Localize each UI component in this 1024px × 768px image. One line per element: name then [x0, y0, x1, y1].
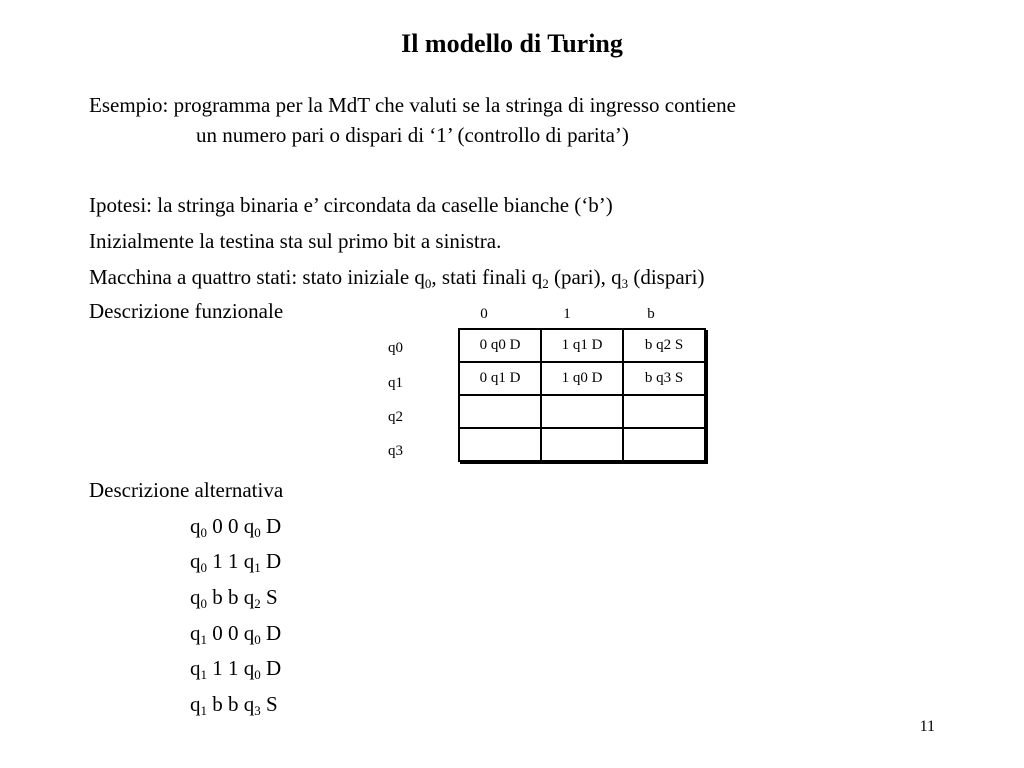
hypothesis-text: Ipotesi: la stringa binaria e’ circondata da caselle bianche (‘b’) — [89, 193, 613, 217]
table-cell: 0 q0 D — [459, 329, 541, 362]
column-header-b: b — [647, 306, 655, 322]
state-subscript: 1 — [254, 560, 261, 575]
example-description — [89, 90, 989, 150]
state-symbol: q — [190, 585, 201, 609]
alternative-rule — [190, 655, 281, 681]
table-cell: 0 q1 D — [459, 362, 541, 395]
machine-sub-0: 0 — [424, 276, 432, 291]
rule-direction: D — [260, 514, 282, 538]
example-line-1: Esempio: programma per la MdT che valuti se la stringa di ingresso contiene — [89, 93, 736, 117]
table-cell — [623, 428, 705, 461]
rule-middle: b b q — [207, 585, 255, 609]
table-row — [459, 428, 705, 461]
machine-sub-2: 2 — [542, 276, 549, 291]
machine-mid: , stati finali q — [431, 265, 543, 289]
table-cell — [623, 395, 705, 428]
functional-description-label: Descrizione funzionale — [89, 299, 284, 323]
state-subscript: 0 — [200, 596, 207, 611]
row-label-q1: q1 — [388, 375, 403, 391]
state-symbol: q — [190, 549, 201, 573]
state-subscript: 1 — [200, 703, 207, 718]
state-subscript: 0 — [200, 560, 207, 575]
table-cell: b q3 S — [623, 362, 705, 395]
alternative-rule — [190, 620, 281, 646]
table-cell — [541, 428, 623, 461]
transition-table — [458, 328, 706, 462]
machine-mid2: (pari), q — [548, 265, 622, 289]
table-cell — [459, 428, 541, 461]
alternative-rule — [190, 513, 281, 539]
alternative-rule — [190, 584, 278, 610]
rule-middle: 1 1 q — [207, 549, 255, 573]
row-label-q0: q0 — [388, 340, 403, 356]
column-header-1: 1 — [563, 306, 571, 322]
state-subscript: 3 — [254, 703, 261, 718]
alternative-description-label: Descrizione alternativa — [89, 478, 284, 502]
rule-middle: 0 0 q — [207, 621, 255, 645]
table-row — [459, 362, 705, 395]
rule-middle: 1 1 q — [207, 656, 255, 680]
example-line-2: un numero pari o dispari di ‘1’ (controllo di parita’) — [196, 123, 629, 147]
table-cell: 1 q0 D — [541, 362, 623, 395]
rule-middle: b b q — [207, 692, 255, 716]
row-label-q2: q2 — [388, 409, 403, 425]
state-subscript: 0 — [200, 525, 207, 540]
table-row — [459, 395, 705, 428]
alternative-rule — [190, 691, 278, 717]
rule-direction: S — [260, 692, 278, 716]
state-subscript: 1 — [200, 667, 207, 682]
state-subscript: 0 — [254, 632, 261, 647]
state-symbol: q — [190, 656, 201, 680]
table-cell: b q2 S — [623, 329, 705, 362]
state-subscript: 0 — [254, 525, 261, 540]
state-symbol: q — [190, 692, 201, 716]
machine-states-text — [89, 264, 705, 290]
machine-suffix: (dispari) — [628, 265, 705, 289]
rule-direction: D — [260, 656, 282, 680]
rule-direction: S — [260, 585, 278, 609]
alternative-rule — [190, 548, 281, 574]
machine-sub-3: 3 — [621, 276, 629, 291]
state-symbol: q — [190, 621, 201, 645]
rule-direction: D — [260, 549, 282, 573]
table-cell — [541, 395, 623, 428]
machine-prefix: Macchina a quattro stati: stato iniziale q — [89, 265, 425, 289]
initial-head-text: Inizialmente la testina sta sul primo bit a sinistra. — [89, 229, 502, 253]
table-cell: 1 q1 D — [541, 329, 623, 362]
page-number: 11 — [919, 718, 935, 735]
table-row — [459, 329, 705, 362]
column-header-0: 0 — [480, 306, 488, 322]
rule-middle: 0 0 q — [207, 514, 255, 538]
row-label-q3: q3 — [388, 443, 403, 459]
slide-title: Il modello di Turing — [401, 29, 623, 58]
state-subscript: 2 — [254, 596, 261, 611]
state-subscript: 1 — [200, 632, 207, 647]
state-symbol: q — [190, 514, 201, 538]
table-cell — [459, 395, 541, 428]
rule-direction: D — [260, 621, 282, 645]
state-subscript: 0 — [254, 667, 261, 682]
